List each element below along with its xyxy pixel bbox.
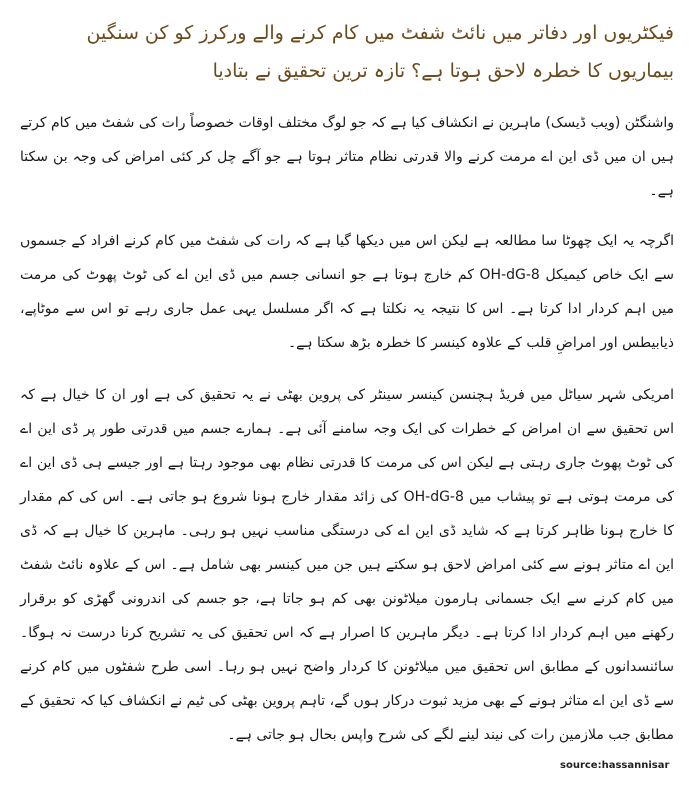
article-paragraph-1: واشنگٹن (ویب ڈیسک) ماہرین نے انکشاف کیا ہے کہ جو لوگ مختلف اوقات خصوصاً رات کی شفٹ میں کام کرتے ہیں ان میں ڈی این اے مرمت کرنے والا قدرتی نظام متاثر ہوتا ہے جو آگے چل کر کئی امراض کی وجہ بن سکتا ہے۔: [20, 115, 674, 199]
article-headline: فیکٹریوں اور دفاتر میں نائٹ شفٹ میں کام کرنے والے ورکرز کو کن سنگین بیماریوں کا خطرہ لاحق ہوتا ہے؟ تازہ ترین تحقیق نے بتادیا: [86, 22, 674, 82]
article-paragraph-3: امریکی شہر سیاٹل میں فریڈ ہچنسن کینسر سینٹر کی پروین بھٹی نے یہ تحقیق کی ہے اور ان کا خیال ہے کہ اس تحقیق سے ان امراض کے خطرات کی ایک وجہ سامنے آئی ہے۔ ہمارے جسم میں قدرتی طور پر ڈی این اے کی ٹوٹ پھوٹ جاری رہتی ہے لیکن اس کی مرمت کا قدرتی نظام بھی موجود رہتا ہے اور جیسے ہی ڈی این اے کی مرمت ہوتی ہے تو پیشاب میں OH-dG-8 کی زائد مقدار خارج ہونا شروع ہو جاتی ہے۔ اس کی کم مقدار کا خارج ہونا ظاہر کرتا ہے کہ شاید ڈی این اے کی درستگی مناسب نہیں ہو رہی۔ ماہرین کا خیال ہے کہ ڈی این اے متاثر ہونے سے کئی امراض لاحق ہو سکتے ہیں جن میں کینسر بھی شامل ہے۔ اس کے علاوہ نائٹ شفٹ میں کام کرنے سے ایک جسمانی ہارمون میلاٹونن بھی کم ہو جاتا ہے، جو جسم کی اندرونی گھڑی کو برقرار رکھنے میں اہم کردار ادا کرتا ہے۔ دیگر ماہرین کا اصرار ہے کہ اس تحقیق کی یہ تشریح کرنا درست نہ ہوگا۔ سائنسدانوں کے مطابق اس تحقیق میں میلاٹونن کا کردار واضح نہیں ہو رہا۔ اسی طرح شفٹوں میں کام کرنے سے ڈی این اے متاثر ہونے کے بھی مزید ثبوت درکار ہوں گے، تاہم پروین بھٹی کی ٹیم نے انکشاف کیا کہ تحقیق کے مطابق جب ملازمین رات کی نیند لینے لگے کی شرح واپس بحال ہو جاتی ہے۔: [20, 387, 675, 743]
source-credit: source:hassannisar: [560, 760, 670, 771]
article-paragraph-2: اگرچہ یہ ایک چھوٹا سا مطالعہ ہے لیکن اس میں دیکھا گیا ہے کہ رات کی شفٹ میں کام کرنے افراد کے جسموں سے ایک خاص کیمیکل OH-dG-8 کم خارج ہوتا ہے جو انسانی جسم میں ڈی این اے کی ٹوٹ پھوٹ کی مرمت میں اہم کردار ادا کرتا ہے۔ اس کا نتیجہ یہ نکلتا ہے کہ اگر مسلسل یہی عمل جاری رہے تو اس سے موٹاپے، ذیابیطس اور امراضِ قلب کے علاوہ کینسر کا خطرہ بڑھ سکتا ہے۔: [20, 233, 674, 351]
